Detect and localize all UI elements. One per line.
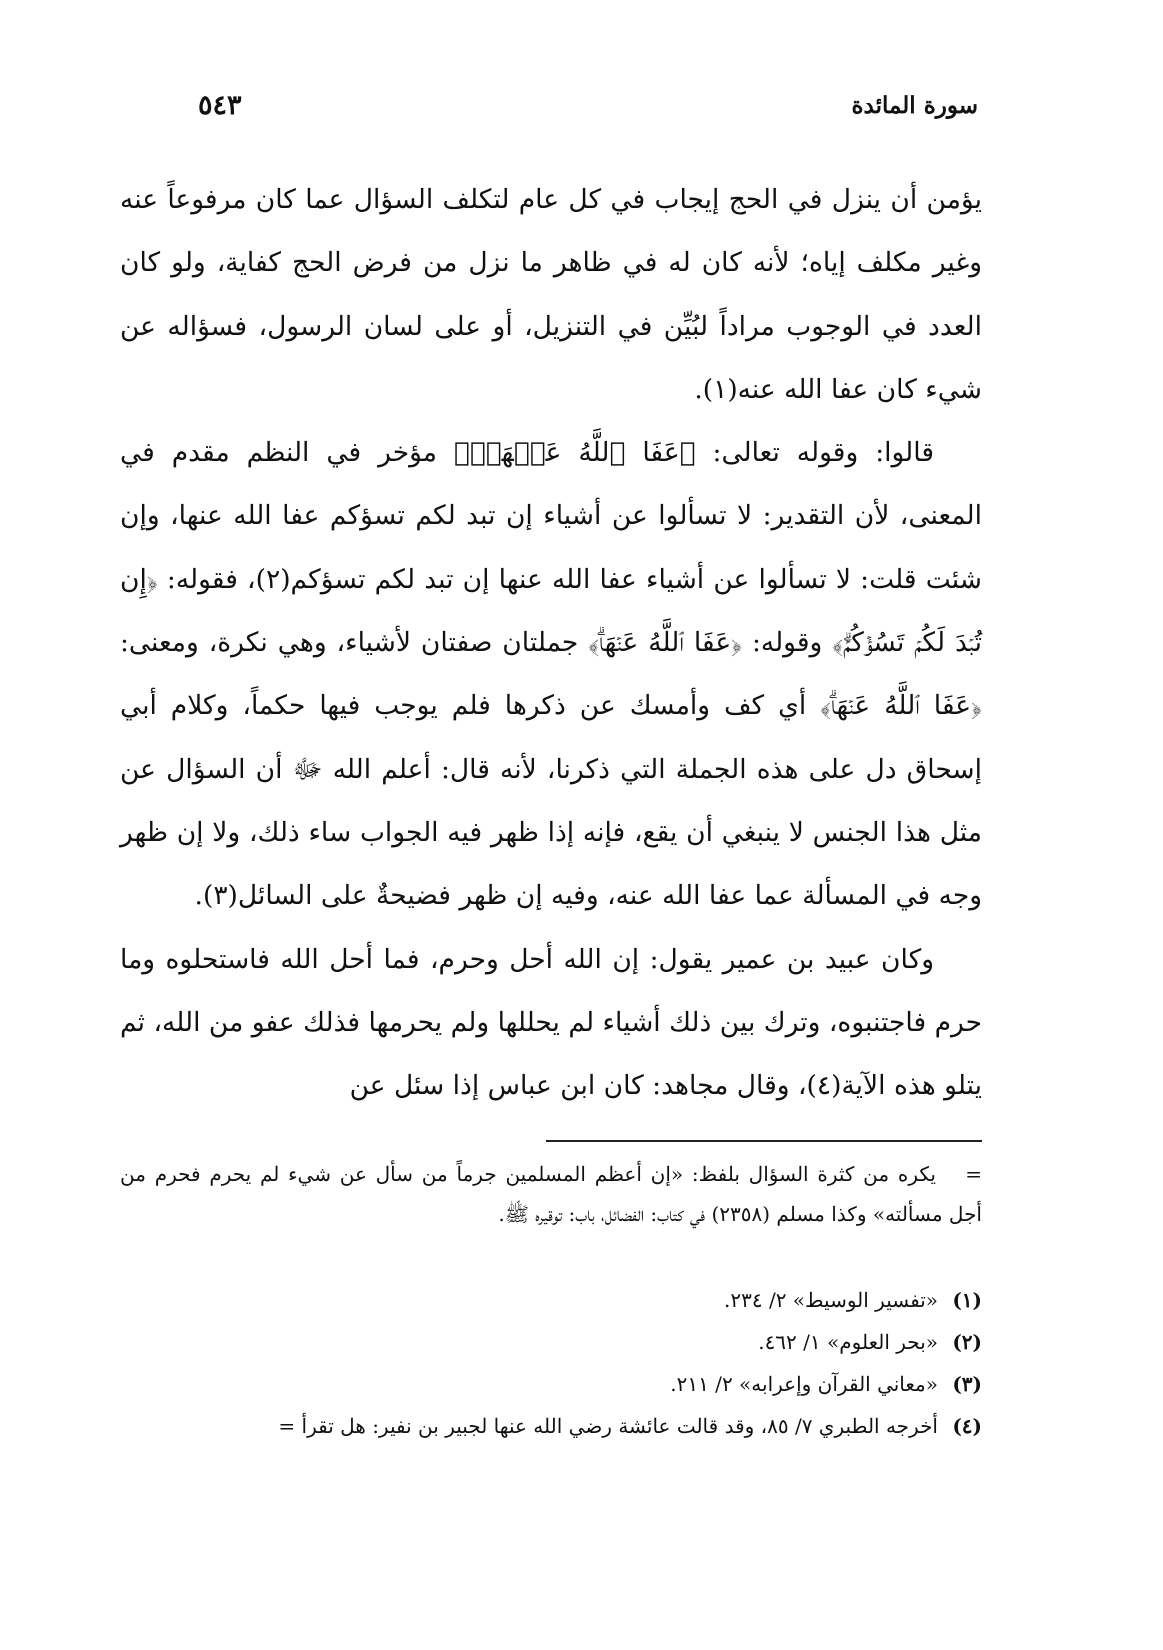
footnote-text: «معاني القرآن وإعرابه» ٢/ ٢١١. [670, 1372, 938, 1396]
page-header [198, 92, 978, 136]
footnote-number: (٤) [952, 1414, 982, 1438]
footnote-separator [546, 1140, 982, 1142]
footnote-number: (٣) [952, 1372, 982, 1396]
footnote-text: أخرجه الطبري ٧/ ٨٥، وقد قالت عائشة رضي الله عنها لجبير بن نفير: هل تقرأ = [278, 1414, 938, 1438]
footnote-1 [120, 1288, 982, 1312]
page-number: ٥٤٣ [198, 90, 242, 121]
paragraph-2: قالوا: وقوله تعالى: ﴿عَفَا ٱللَّهُ عَنۡهَاۗ﴾ مؤخر في النظم مقدم في المعنى، لأن التقدير: لا تسألوا عن أشياء إن تبد لكم تسؤكم عفا الله عنها، وإن شئت قلت: لا تسألوا عن أشياء عفا الله عنها إن تبد لكم تسؤكم(٢)، فقوله: ﴿إِن تُبۡدَ لَكُمۡ تَسُؤۡكُمۡۗ﴾ وقوله: ﴿عَفَا ٱللَّهُ عَنۡهَاۗ﴾ جملتان صفتان لأشياء، وهي نكرة، ومعنى: ﴿عَفَا ٱللَّهُ عَنۡهَاۗ﴾ أي كف وأمسك عن ذكرها فلم يوجب فيها حكماً، وكلام أبي إسحاق دل على هذه الجملة التي ذكرنا، لأنه قال: أعلم الله ﷻ أن السؤال عن مثل هذا الجنس لا ينبغي أن يقع، فإنه إذا ظهر فيه الجواب ساء ذلك، ولا إن ظهر وجه في المسألة عما عفا الله عنه، وفيه إن ظهر فضيحةٌ على السائل(٣). [120, 437, 982, 912]
footnote-continuation [120, 1154, 982, 1234]
footnote-2 [120, 1330, 982, 1354]
continuation-marker: = [965, 1162, 982, 1186]
footnote-text: «تفسير الوسيط» ٢/ ٢٣٤. [724, 1288, 938, 1312]
continuation-text: يكره من كثرة السؤال بلفظ: «إن أعظم المسلمين جرماً من سأل عن شيء لم يحرم فحرم من أجل مسألته» وكذا مسلم (٢٣٥٨) في كتاب: الفضائل، باب: توقيره ﷺ. [120, 1162, 982, 1226]
footnote-3 [120, 1372, 982, 1396]
running-title: سورة المائدة [851, 92, 978, 119]
main-text [120, 168, 982, 1117]
footnote-number: (١) [952, 1288, 982, 1312]
paragraph-3: وكان عبيد بن عمير يقول: إن الله أحل وحرم، فما أحل الله فاستحلوه وما حرم فاجتنبوه، وترك بين ذلك أشياء لم يحللها ولم يحرمها فذلك عفو من الله، ثم يتلو هذه الآية(٤)، وقال مجاهد: كان ابن عباس إذا سئل عن [120, 943, 982, 1102]
paragraph-1: يؤمن أن ينزل في الحج إيجاب في كل عام لتكلف السؤال عما كان مرفوعاً عنه وغير مكلف إياه؛ لأنه كان له في ظاهر ما نزل من فرض الحج كفاية، ولو كان العدد في الوجوب مراداً لبُيِّن في التنزيل، أو على لسان الرسول، فسؤاله عن شيء كان عفا الله عنه(١). [120, 184, 982, 405]
footnote-text: «بحر العلوم» ١/ ٤٦٢. [758, 1330, 938, 1354]
footnote-4 [120, 1414, 982, 1438]
footnote-number: (٢) [952, 1330, 982, 1354]
